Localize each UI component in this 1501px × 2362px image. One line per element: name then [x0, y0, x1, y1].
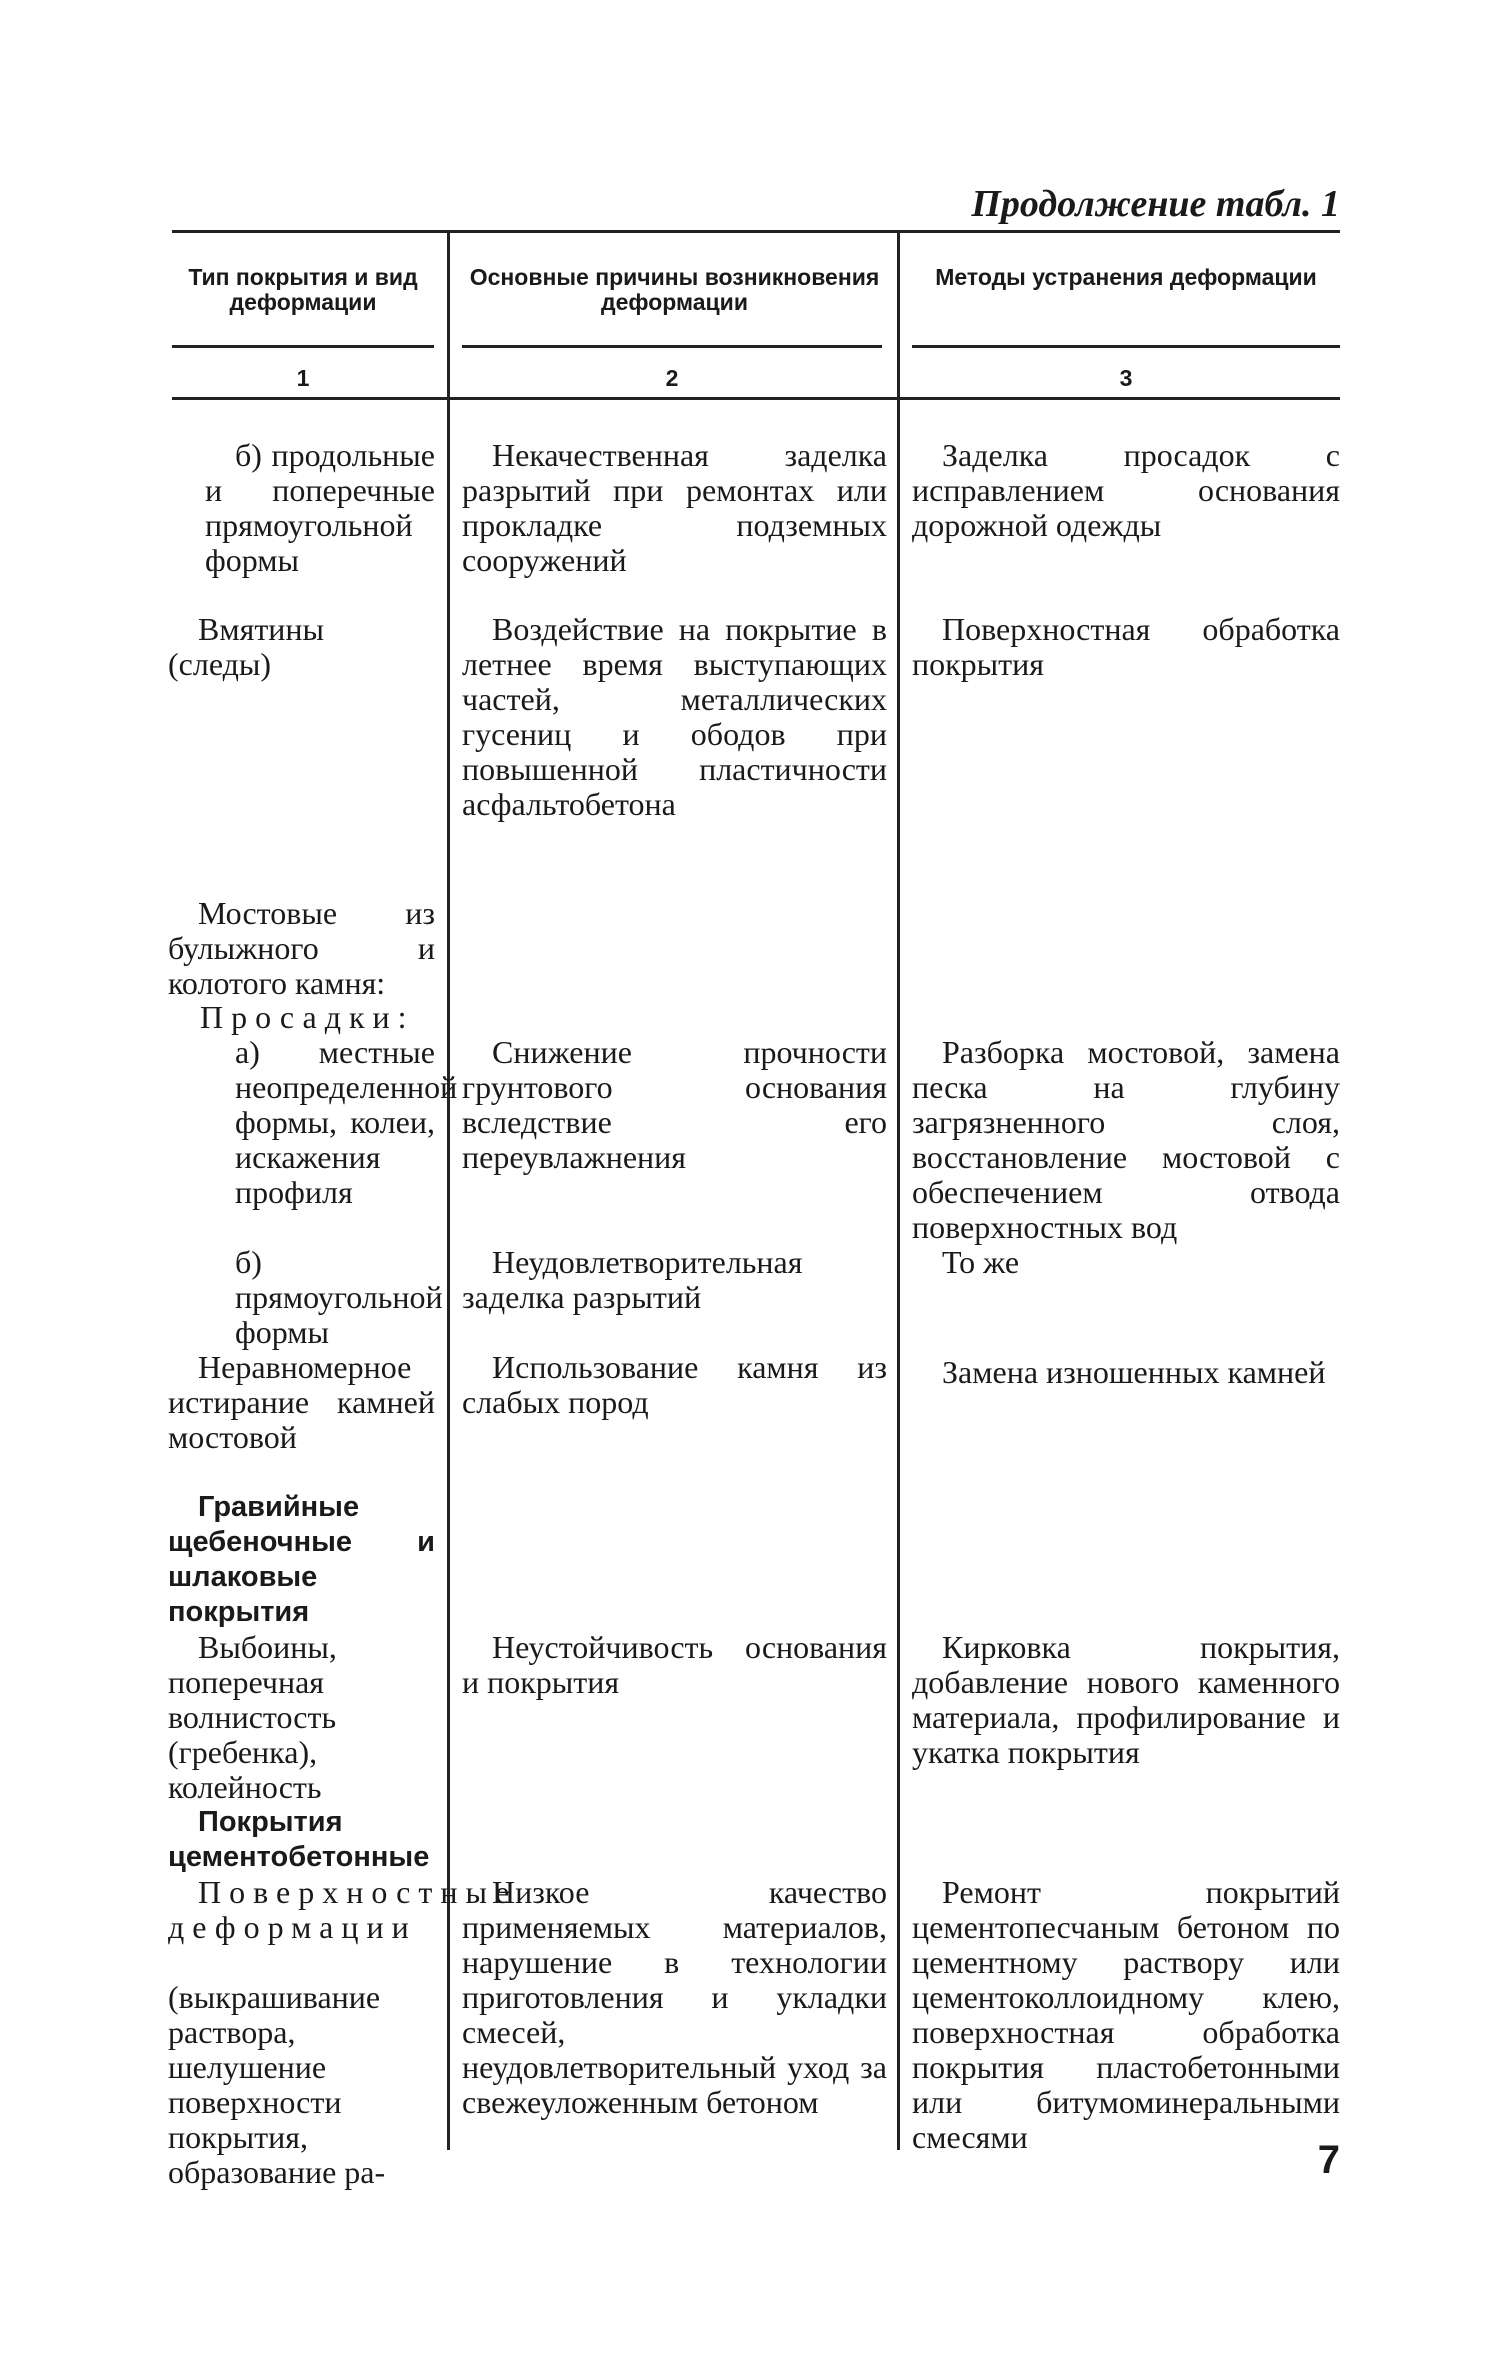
- row-5-col1: Неравномерное истирание камней мостовой: [168, 1349, 435, 1455]
- header-col3: Методы устранения деформации: [935, 264, 1317, 290]
- row-6-col1: Гравийные щебеночные и шлаковые покрытия: [168, 1491, 435, 1628]
- column-number-2: 2: [665, 365, 679, 391]
- row-3-col3: Разборка мостовой, замена песка на глубину загрязненного слоя, восстановление мостовой с обеспечением отвода поверхностных вод: [912, 1034, 1340, 1245]
- row-3-col2: Снижение прочности грунтового основания вследствие его переувлажнения: [462, 1034, 887, 1175]
- row-1-col2: Воздействие на покрытие в летнее время выступающих частей, металлических гусениц и ободов при повышенной пластичности асфальтобетона: [462, 611, 887, 822]
- table-top-rule: [172, 230, 1340, 233]
- header-col2: Основные причины возникновения деформации: [469, 264, 880, 315]
- column-divider-1: [447, 232, 450, 2150]
- row-9-col2: Низкое качество применяемых материалов, нарушение в технологии приготовления и укладки смесей, неудовлетворительный уход за свежеуложенным бетоном: [462, 1874, 887, 2120]
- page-number: 7: [1317, 2138, 1340, 2182]
- row-9-col1: (выкрашивание раствора, шелушение поверхности покрытия, образование ра-: [168, 1979, 386, 2190]
- row-5-col3: Замена изношенных камней: [942, 1354, 1326, 1390]
- row-0-col1: б) продольные и поперечные прямоугольной формы: [205, 437, 435, 578]
- row-7-col1: Выбоины, поперечная волнистость (гребенка), колейность: [168, 1629, 337, 1805]
- header-bottom-rule-col3: [912, 345, 1340, 348]
- row-3-col1: а) местные неопределенной формы, колеи, искажения профиля: [235, 1034, 458, 1210]
- row-4-col3: То же: [942, 1244, 1020, 1280]
- row-8-col1: Покрытия цементобетонные: [168, 1806, 430, 1873]
- row-7-col3: Кирковка покрытия, добавление нового каменного материала, профилирование и укатка покрытия: [912, 1629, 1340, 1770]
- header-bottom-rule-col1: [172, 345, 434, 348]
- row-4-col2: Неудовлетворительная заделка разрытий: [462, 1244, 803, 1315]
- row-1-col1: Вмятины (следы): [168, 611, 325, 682]
- row-0-col2: Некачественная заделка разрытий при ремонтах или прокладке подземных сооружений: [462, 437, 887, 578]
- row-3-col1-label: Просадки:: [200, 999, 415, 1035]
- row-1-col3: Поверхностная обработка покрытия: [912, 611, 1340, 682]
- row-4-col1: б) прямоугольной формы: [235, 1244, 443, 1350]
- table-caption: Продолжение табл. 1: [971, 183, 1340, 225]
- row-9-col3: Ремонт покрытий цементопесчаным бетоном по цементному раствору или цементоколлоидному клею, поверхностная обработка покрытия пластобетонными или битумоминеральными смесями: [912, 1874, 1340, 2155]
- column-number-3: 3: [1119, 365, 1133, 391]
- row-7-col2: Неустойчивость основания и покрытия: [462, 1629, 887, 1700]
- header-col1: Тип покрытия и вид деформации: [188, 264, 418, 315]
- header-bottom-rule-col2: [462, 345, 882, 348]
- column-number-1: 1: [296, 365, 310, 391]
- row-9-col1-label: Поверхностные деформации: [168, 1874, 518, 1945]
- row-2-col1: Мостовые из булыжного и колотого камня:: [168, 895, 435, 1001]
- column-numbers-rule: [172, 397, 1340, 400]
- column-divider-2: [897, 232, 900, 2150]
- row-0-col3: Заделка просадок с исправлением основания дорожной одежды: [912, 437, 1340, 543]
- row-5-col2: Использование камня из слабых пород: [462, 1349, 887, 1420]
